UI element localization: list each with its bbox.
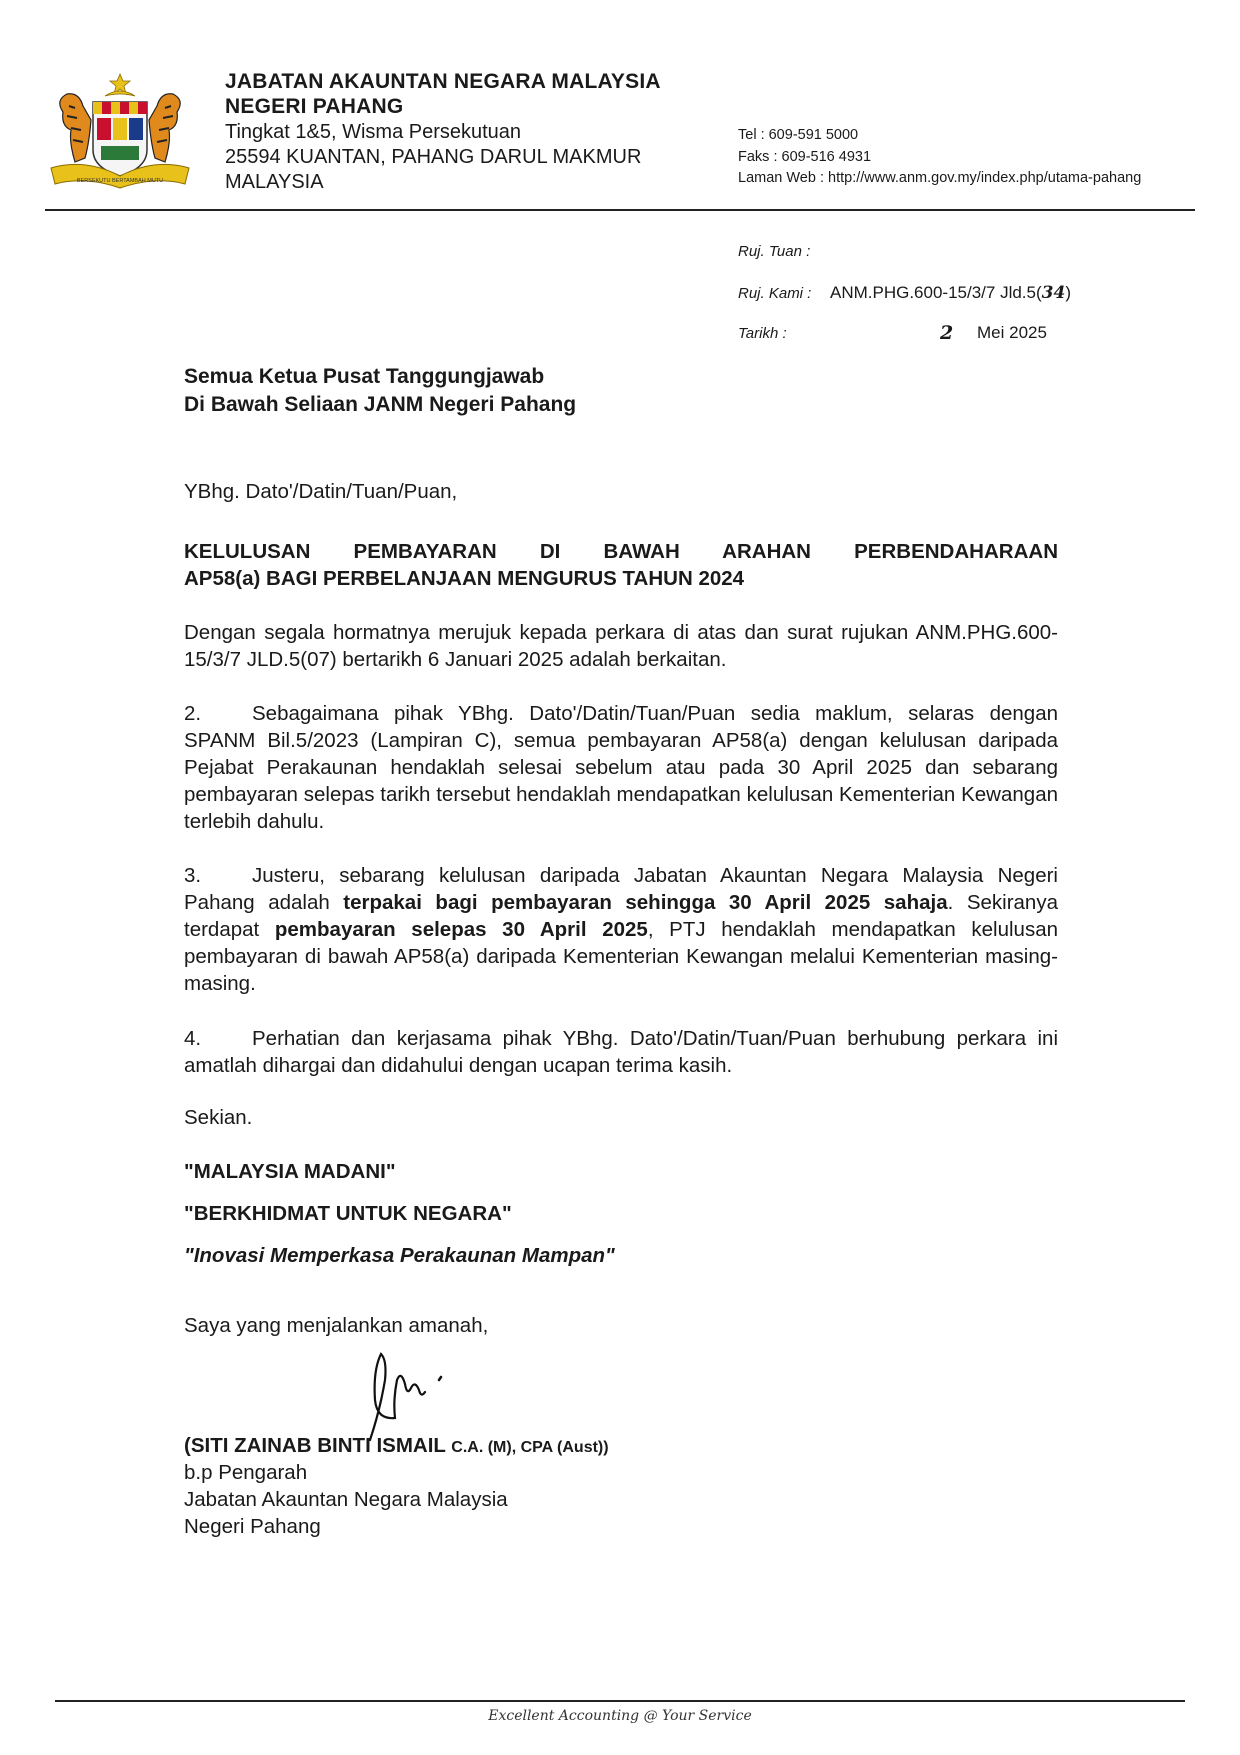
signatory-name: (SITI ZAINAB BINTI ISMAIL C.A. (M), CPA (Aust)) <box>184 1434 609 1457</box>
address-line3: MALAYSIA <box>225 171 324 193</box>
letterhead-divider <box>45 209 1195 211</box>
motto-berkhidmat: "BERKHIDMAT UNTUK NEGARA" <box>184 1202 512 1225</box>
subject-line1: KELULUSAN PEMBAYARAN DI BAWAH ARAHAN PERBENDAHARAAN <box>184 540 1058 563</box>
paragraph-3: 3. Justeru, sebarang kelulusan daripada Jabatan Akauntan Negara Malaysia Negeri Pahang adalah terpakai bagi pembayaran sehingga 30 April 2025 sahaja. Sekiranya terdapat pembayaran selepas 30 April 2025, PTJ hendaklah mendapatkan kelulusan pembayaran di bawah AP58(a) daripada Kementerian Kewangan melalui Kementerian masing-masing. <box>184 864 1058 995</box>
tarikh-value: Mei 2025 <box>977 323 1047 342</box>
footer-tagline: Excellent Accounting @ Your Service <box>488 1708 752 1724</box>
address-line2: 25594 KUANTAN, PAHANG DARUL MAKMUR <box>225 146 642 168</box>
motto-inovasi: "Inovasi Memperkasa Perakaunan Mampan" <box>184 1244 615 1267</box>
address-line1: Tingkat 1&5, Wisma Persekutuan <box>225 121 522 143</box>
ruj-kami-label: Ruj. Kami : <box>738 285 812 302</box>
paragraph-3-number: 3. <box>184 864 202 887</box>
sekian: Sekian. <box>184 1106 253 1129</box>
footer-divider <box>55 1700 1185 1702</box>
telephone: Tel : 609-591 5000 <box>738 127 859 143</box>
org-name-line2: NEGERI PAHANG <box>225 95 404 118</box>
tarikh-handwritten-day: 2 <box>940 322 954 344</box>
ruj-kami-value: ANM.PHG.600-15/3/7 Jld.5(34) <box>830 283 1071 303</box>
org-name-line1: JABATAN AKAUNTAN NEGARA MALAYSIA <box>225 70 661 93</box>
paragraph-2: 2. Sebagaimana pihak YBhg. Dato'/Datin/Tuan/Puan sedia maklum, selaras dengan SPANM Bil.5/2023 (Lampiran C), semua pembayaran AP58(a) dengan kelulusan daripada Pejabat Perakaunan hendaklah selesai sebelum atau pada 30 April 2025 dan sebarang pembayaran selepas tarikh tersebut hendaklah mendapatkan kelulusan Kementerian Kewangan terlebih dahulu. <box>184 702 1058 833</box>
website: Laman Web : http://www.anm.gov.my/index.php/utama-pahang <box>738 170 1142 186</box>
closing-amanah: Saya yang menjalankan amanah, <box>184 1314 489 1337</box>
paragraph-1: Dengan segala hormatnya merujuk kepada perkara di atas dan surat rujukan ANM.PHG.600-15/3/7 JLD.5(07) bertarikh 6 Januari 2025 adalah berkaitan. <box>184 621 1058 671</box>
ruj-tuan-label: Ruj. Tuan : <box>738 243 811 260</box>
signatory-title: b.p Pengarah <box>184 1461 308 1484</box>
tarikh-label: Tarikh : <box>738 325 787 342</box>
signatory-state: Negeri Pahang <box>184 1515 321 1538</box>
paragraph-4: 4. Perhatian dan kerjasama pihak YBhg. Dato'/Datin/Tuan/Puan berhubung perkara ini amatlah dihargai dan didahului dengan ucapan terima kasih. <box>184 1027 1058 1077</box>
paragraph-4-number: 4. <box>184 1027 202 1050</box>
paragraph-2-number: 2. <box>184 702 202 725</box>
subject-line2: AP58(a) BAGI PERBELANJAAN MENGURUS TAHUN 2024 <box>184 567 745 590</box>
paragraph-3-emphasis-2: pembayaran selepas 30 April 2025 <box>274 918 648 941</box>
paragraph-3-emphasis-1: terpakai bagi pembayaran sehingga 30 April 2025 sahaja <box>343 891 948 914</box>
motto-madani: "MALAYSIA MADANI" <box>184 1160 396 1183</box>
signatory-department: Jabatan Akauntan Negara Malaysia <box>184 1488 508 1511</box>
svg-text:BERSEKUTU BERTAMBAH MUTU: BERSEKUTU BERTAMBAH MUTU <box>76 178 164 184</box>
salutation: YBhg. Dato'/Datin/Tuan/Puan, <box>184 480 458 503</box>
recipient-line2: Di Bawah Seliaan JANM Negeri Pahang <box>184 393 577 416</box>
ruj-kami-handwritten-number: 34 <box>1041 283 1066 303</box>
signatory-credentials: C.A. (M), CPA (Aust)) <box>451 1439 609 1456</box>
recipient-line1: Semua Ketua Pusat Tanggungjawab <box>184 365 545 388</box>
fax: Faks : 609-516 4931 <box>738 149 872 165</box>
malaysia-coat-of-arms-icon <box>45 72 195 192</box>
subject-heading <box>184 538 1058 592</box>
